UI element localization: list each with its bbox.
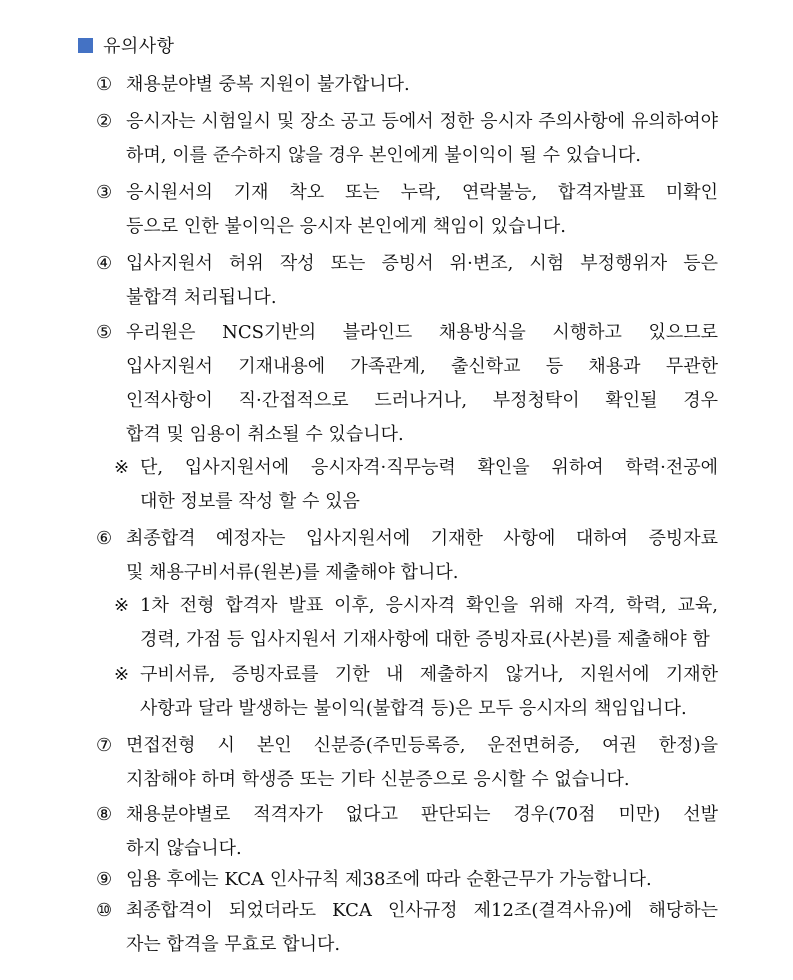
item-text: 채용분야별 중복 지원이 불가합니다.: [126, 74, 410, 95]
item-number: ⑧: [96, 804, 113, 825]
item-text: 등으로 인한 불이익은 응시자 본인에게 책임이 있습니다.: [126, 216, 566, 237]
notice-item-7: [96, 729, 718, 797]
note-marker: ※: [114, 664, 130, 685]
item-text: 자는 합격을 무효로 합니다.: [126, 934, 341, 955]
item-text: 임용 후에는 KCA 인사규칙 제38조에 따라 순환근무가 가능합니다.: [126, 869, 652, 890]
item-number: ②: [96, 111, 113, 132]
item-number: ③: [96, 182, 113, 203]
item-number: ⑦: [96, 735, 113, 756]
item-text: 면접전형 시 본인 신분증(주민등록증, 운전면허증, 여권 한정)을: [126, 735, 718, 756]
blue-square-icon: [78, 38, 93, 53]
note-text: 사항과 달라 발생하는 불이익(불합격 등)은 모두 응시자의 책임입니다.: [140, 698, 687, 719]
item-text: 입사지원서 기재내용에 가족관계, 출신학교 등 채용과 무관한: [126, 356, 718, 377]
notice-item-2: [96, 105, 718, 173]
notice-item-8: [96, 798, 718, 866]
item-text: 최종합격 예정자는 입사지원서에 기재한 사항에 대하여 증빙자료: [126, 528, 718, 549]
item-text: 합격 및 임용이 취소될 수 있습니다.: [126, 424, 404, 445]
notice-item-6: [96, 522, 718, 590]
section-header: [78, 30, 175, 60]
note-1: [114, 451, 718, 519]
note-marker: ※: [114, 595, 130, 616]
item-number: ①: [96, 74, 113, 95]
notice-item-10: [96, 894, 718, 962]
item-number: ⑩: [96, 900, 113, 921]
item-number: ④: [96, 253, 113, 274]
item-text: 응시원서의 기재 착오 또는 누락, 연락불능, 합격자발표 미확인: [126, 182, 718, 203]
note-text: 단, 입사지원서에 응시자격·직무능력 확인을 위하여 학력·전공에: [140, 457, 718, 478]
notice-item-3: [96, 176, 718, 244]
item-text: 불합격 처리됩니다.: [126, 287, 277, 308]
item-text: 하지 않습니다.: [126, 838, 242, 859]
notice-item-5: [96, 316, 718, 452]
item-text: 채용분야별로 적격자가 없다고 판단되는 경우(70점 미만) 선발: [126, 804, 718, 825]
item-number: ⑤: [96, 322, 113, 343]
item-text: 최종합격이 되었더라도 KCA 인사규정 제12조(결격사유)에 해당하는: [126, 900, 718, 921]
item-number: ⑥: [96, 528, 113, 549]
notice-item-4: [96, 247, 718, 315]
section-title: 유의사항: [103, 36, 175, 57]
note-text: 구비서류, 증빙자료를 기한 내 제출하지 않거나, 지원서에 기재한: [140, 664, 718, 685]
note-text: 1차 전형 합격자 발표 이후, 응시자격 확인을 위해 자격, 학력, 교육,: [140, 595, 718, 616]
item-text: 우리원은 NCS기반의 블라인드 채용방식을 시행하고 있으므로: [126, 322, 718, 343]
item-text: 및 채용구비서류(원본)를 제출해야 합니다.: [126, 562, 459, 583]
note-text: 경력, 가점 등 입사지원서 기재사항에 대한 증빙자료(사본)를 제출해야 함: [140, 629, 710, 650]
item-number: ⑨: [96, 869, 113, 890]
note-3: [114, 658, 718, 726]
item-text: 하며, 이를 준수하지 않을 경우 본인에게 불이익이 될 수 있습니다.: [126, 145, 642, 166]
note-2: [114, 589, 718, 657]
item-text: 입사지원서 허위 작성 또는 증빙서 위·변조, 시험 부정행위자 등은: [126, 253, 718, 274]
notice-item-1: [96, 68, 718, 102]
notice-item-9: [96, 863, 718, 897]
note-text: 대한 정보를 작성 할 수 있음: [140, 491, 360, 512]
item-text: 응시자는 시험일시 및 장소 공고 등에서 정한 응시자 주의사항에 유의하여야: [126, 111, 718, 132]
note-marker: ※: [114, 457, 130, 478]
item-text: 지참해야 하며 학생증 또는 기타 신분증으로 응시할 수 없습니다.: [126, 769, 630, 790]
item-text: 인적사항이 직·간접적으로 드러나거나, 부정청탁이 확인될 경우: [126, 390, 718, 411]
